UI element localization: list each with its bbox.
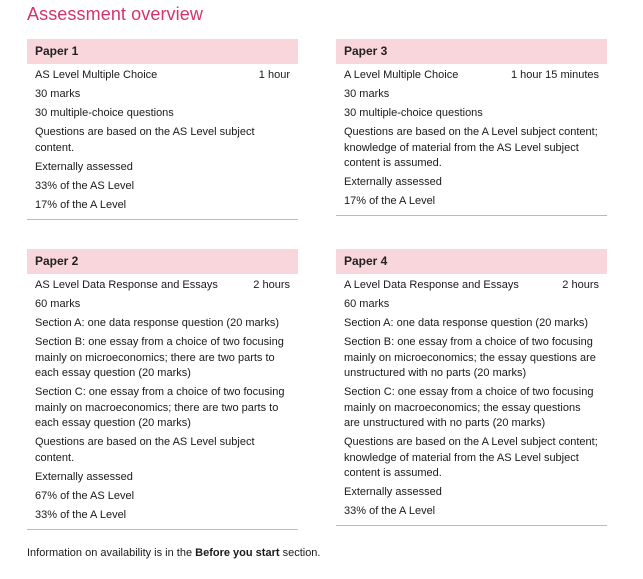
paper-2-section-a: Section A: one data response question (20 marks) xyxy=(35,317,279,329)
paper-2-body xyxy=(27,274,298,530)
paper-2-marks: 60 marks xyxy=(35,298,81,310)
paper-4-heading: Paper 4 xyxy=(336,249,607,274)
paper-2-a-weight: 33% of the A Level xyxy=(35,508,127,521)
paper-4-marks: 60 marks xyxy=(344,298,390,310)
paper-3-content-note: Questions are based on the A Level subject content; knowledge of material from the AS Level subject content is assumed. xyxy=(344,126,598,169)
paper-3-body xyxy=(336,64,607,216)
paper-4-section-b: Section B: one essay from a choice of two focusing mainly on microeconomics; the essay questions are unstructured with no parts (20 marks) xyxy=(344,336,596,379)
paper-4-card xyxy=(336,249,607,526)
paper-3-card xyxy=(336,39,607,216)
paper-3-heading: Paper 3 xyxy=(336,39,607,64)
paper-1-component-row xyxy=(35,68,290,84)
paper-1-questions: 30 multiple-choice questions xyxy=(35,107,174,119)
before-you-start-link[interactable]: Before you start xyxy=(195,547,280,559)
paper-2-card xyxy=(27,249,298,530)
paper-3-a-weight: 17% of the A Level xyxy=(344,195,436,207)
paper-4-duration: 2 hours xyxy=(562,279,599,291)
paper-1-a-weight: 17% of the A Level xyxy=(35,198,127,211)
paper-2-section-c: Section C: one essay from a choice of two focusing mainly on macroeconomics; there are two parts to each essay question (20 marks) xyxy=(35,386,285,429)
paper-4-assessed: Externally assessed xyxy=(344,486,442,498)
paper-2-assessed: Externally assessed xyxy=(35,470,133,483)
paper-1-marks: 30 marks xyxy=(35,88,81,100)
paper-1-duration: 1 hour xyxy=(258,69,290,81)
paper-4-component: A Level Data Response and Essays xyxy=(344,279,519,291)
paper-4-component-row xyxy=(344,278,599,294)
paper-1-body xyxy=(27,64,298,220)
paper-3-component-row xyxy=(344,68,599,84)
availability-note-suffix: section. xyxy=(279,547,321,559)
paper-2-content-note: Questions are based on the AS Level subject content. xyxy=(35,436,255,464)
paper-4-body xyxy=(336,274,607,526)
availability-note xyxy=(27,547,320,559)
paper-4-section-c: Section C: one essay from a choice of two focusing mainly on macroeconomics; the essay questions are unstructured with no parts (20 marks) xyxy=(344,386,594,429)
paper-3-questions: 30 multiple-choice questions xyxy=(344,107,483,119)
paper-4-section-a: Section A: one data response question (20 marks) xyxy=(344,317,588,329)
paper-2-section-b: Section B: one essay from a choice of two focusing mainly on microeconomics; there are two parts to each essay question (20 marks) xyxy=(35,336,284,379)
paper-1-heading: Paper 1 xyxy=(27,39,298,64)
paper-1-content-note: Questions are based on the AS Level subject content. xyxy=(35,126,255,154)
paper-3-component: A Level Multiple Choice xyxy=(344,69,459,81)
availability-note-prefix: Information on availability is in the xyxy=(27,547,196,559)
paper-2-component: AS Level Data Response and Essays xyxy=(35,279,218,291)
paper-2-heading: Paper 2 xyxy=(27,249,298,274)
paper-4-content-note: Questions are based on the A Level subject content; knowledge of material from the AS Level subject content is assumed. xyxy=(344,436,598,479)
paper-1-assessed: Externally assessed xyxy=(35,160,133,173)
paper-2-component-row xyxy=(35,278,290,294)
paper-3-marks: 30 marks xyxy=(344,88,390,100)
paper-2-as-weight: 67% of the AS Level xyxy=(35,489,135,502)
paper-2-duration: 2 hours xyxy=(253,279,290,291)
paper-3-assessed: Externally assessed xyxy=(344,176,442,188)
paper-3-duration: 1 hour 15 minutes xyxy=(510,69,599,81)
paper-4-a-weight: 33% of the A Level xyxy=(344,505,436,517)
paper-1-component: AS Level Multiple Choice xyxy=(35,69,158,81)
paper-1-as-weight: 33% of the AS Level xyxy=(35,179,135,192)
page-title: Assessment overview xyxy=(27,4,203,24)
paper-1-card xyxy=(27,39,298,220)
